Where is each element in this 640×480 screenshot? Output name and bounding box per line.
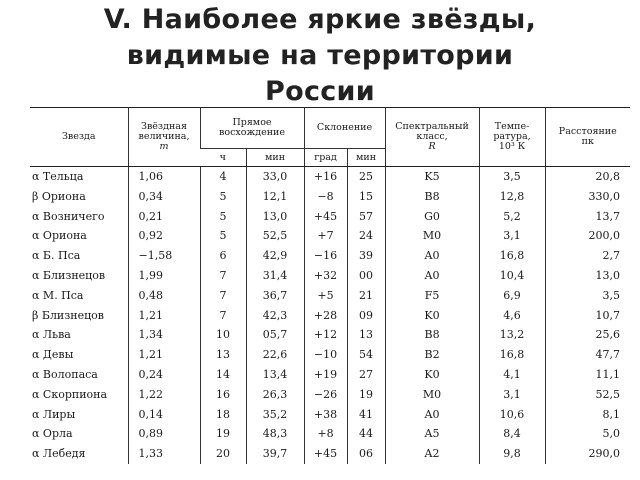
distance-cell: 330,0: [545, 187, 630, 207]
ra-minutes-cell: 13,0: [246, 207, 304, 227]
header-star: Звезда: [30, 108, 128, 167]
ra-minutes-cell: 31,4: [246, 266, 304, 286]
dec-degrees-cell: +7: [304, 226, 347, 246]
magnitude-cell: 1,21: [128, 345, 200, 365]
table-row: [30, 405, 630, 425]
magnitude-cell: 0,24: [128, 365, 200, 385]
distance-cell: 290,0: [545, 444, 630, 464]
ra-minutes-cell: 22,6: [246, 345, 304, 365]
table-row: [30, 246, 630, 266]
magnitude-cell: 1,34: [128, 325, 200, 345]
ra-hours-cell: 10: [200, 325, 246, 345]
ra-hours-cell: 7: [200, 286, 246, 306]
dec-minutes-cell: 25: [347, 167, 385, 187]
distance-cell: 3,5: [545, 286, 630, 306]
ra-minutes-cell: 42,9: [246, 246, 304, 266]
distance-cell: 11,1: [545, 365, 630, 385]
star-name: α Лебедя: [32, 447, 86, 461]
dec-minutes-cell: 57: [347, 207, 385, 227]
title-line-2: видимые на территории: [126, 40, 514, 71]
distance-cell: 200,0: [545, 226, 630, 246]
dec-minutes-cell: 24: [347, 226, 385, 246]
spectral-class-cell: F5: [385, 286, 479, 306]
temperature-cell: 4,1: [479, 365, 545, 385]
temperature-cell: 9,8: [479, 444, 545, 464]
table-row: [30, 167, 630, 187]
dec-minutes-cell: 21: [347, 286, 385, 306]
dec-minutes-cell: 41: [347, 405, 385, 425]
spectral-class-cell: A0: [385, 246, 479, 266]
spectral-class-cell: B2: [385, 345, 479, 365]
dec-degrees-cell: +32: [304, 266, 347, 286]
distance-cell: 8,1: [545, 405, 630, 425]
header-magnitude: Звёздная величина, m: [128, 108, 200, 167]
dec-degrees-cell: +5: [304, 286, 347, 306]
header-distance: Расстояние пк: [545, 108, 630, 167]
ra-hours-cell: 4: [200, 167, 246, 187]
dec-minutes-cell: 54: [347, 345, 385, 365]
star-name: α Волопаса: [32, 367, 98, 381]
temperature-cell: 4,6: [479, 306, 545, 326]
temperature-cell: 8,4: [479, 424, 545, 444]
star-name: α Возничего: [32, 209, 105, 223]
ra-hours-cell: 5: [200, 207, 246, 227]
title-line-3: России: [265, 76, 375, 107]
star-name: α Лиры: [32, 407, 76, 421]
table-row: [30, 207, 630, 227]
magnitude-cell: 0,48: [128, 286, 200, 306]
ra-minutes-cell: 12,1: [246, 187, 304, 207]
dec-minutes-cell: 13: [347, 325, 385, 345]
temperature-cell: 16,8: [479, 246, 545, 266]
temperature-cell: 6,9: [479, 286, 545, 306]
ra-minutes-cell: 52,5: [246, 226, 304, 246]
magnitude-cell: 0,89: [128, 424, 200, 444]
header-spectral: Спектральный класс, R: [385, 108, 479, 167]
star-name: β Ориона: [32, 189, 86, 203]
spectral-class-cell: G0: [385, 207, 479, 227]
star-name: α Тельца: [32, 170, 84, 183]
ra-hours-cell: 18: [200, 405, 246, 425]
temperature-cell: 3,1: [479, 385, 545, 405]
temperature-cell: 13,2: [479, 325, 545, 345]
header-ra-hours: ч: [200, 149, 246, 167]
spectral-class-cell: M0: [385, 385, 479, 405]
star-name: α Орла: [32, 427, 73, 441]
temperature-cell: 3,1: [479, 226, 545, 246]
dec-degrees-cell: −26: [304, 385, 347, 405]
magnitude-cell: −1,58: [128, 246, 200, 266]
magnitude-cell: 0,21: [128, 207, 200, 227]
spectral-class-cell: A0: [385, 405, 479, 425]
star-name: α Скорпиона: [32, 387, 108, 401]
table-row: [30, 365, 630, 385]
magnitude-cell: 1,22: [128, 385, 200, 405]
header-temperature: Темпе-ратура, 10³ К: [479, 108, 545, 167]
distance-cell: 2,7: [545, 246, 630, 266]
temperature-cell: 16,8: [479, 345, 545, 365]
distance-cell: 20,8: [545, 167, 630, 187]
ra-minutes-cell: 48,3: [246, 424, 304, 444]
temperature-cell: 10,4: [479, 266, 545, 286]
star-name: α М. Пса: [32, 288, 84, 302]
dec-degrees-cell: −16: [304, 246, 347, 266]
dec-minutes-cell: 19: [347, 385, 385, 405]
table-row: [30, 385, 630, 405]
ra-hours-cell: 7: [200, 306, 246, 326]
page-title: [0, 2, 640, 110]
star-name: α Льва: [32, 328, 71, 342]
magnitude-cell: 0,34: [128, 187, 200, 207]
dec-minutes-cell: 00: [347, 266, 385, 286]
dec-minutes-cell: 39: [347, 246, 385, 266]
spectral-class-cell: M0: [385, 226, 479, 246]
table-row: [30, 226, 630, 246]
ra-hours-cell: 19: [200, 424, 246, 444]
ra-hours-cell: 7: [200, 266, 246, 286]
temperature-cell: 5,2: [479, 207, 545, 227]
ra-minutes-cell: 42,3: [246, 306, 304, 326]
dec-degrees-cell: +45: [304, 207, 347, 227]
spectral-class-cell: K0: [385, 365, 479, 385]
table-row: [30, 187, 630, 207]
table-row: [30, 325, 630, 345]
table-row: [30, 266, 630, 286]
spectral-class-cell: A5: [385, 424, 479, 444]
distance-cell: 13,0: [545, 266, 630, 286]
distance-cell: 52,5: [545, 385, 630, 405]
spectral-class-cell: B8: [385, 187, 479, 207]
star-name: α Ориона: [32, 229, 87, 243]
dec-minutes-cell: 09: [347, 306, 385, 326]
dec-degrees-cell: +8: [304, 424, 347, 444]
table-header: [30, 108, 630, 167]
table-row: [30, 345, 630, 365]
ra-minutes-cell: 26,3: [246, 385, 304, 405]
dec-degrees-cell: +28: [304, 306, 347, 326]
ra-hours-cell: 13: [200, 345, 246, 365]
ra-hours-cell: 6: [200, 246, 246, 266]
ra-hours-cell: 16: [200, 385, 246, 405]
table-row: [30, 286, 630, 306]
table-row: [30, 306, 630, 326]
dec-degrees-cell: +12: [304, 325, 347, 345]
star-name: α Девы: [32, 348, 74, 362]
dec-degrees-cell: +38: [304, 405, 347, 425]
dec-degrees-cell: +45: [304, 444, 347, 464]
ra-hours-cell: 5: [200, 226, 246, 246]
distance-cell: 13,7: [545, 207, 630, 227]
ra-minutes-cell: 13,4: [246, 365, 304, 385]
magnitude-cell: 0,92: [128, 226, 200, 246]
temperature-cell: 12,8: [479, 187, 545, 207]
spectral-class-cell: K0: [385, 306, 479, 326]
star-name: α Близнецов: [32, 268, 106, 282]
header-ra: Прямое восхождение: [200, 108, 304, 149]
distance-cell: 25,6: [545, 325, 630, 345]
spectral-class-cell: A0: [385, 266, 479, 286]
dec-minutes-cell: 15: [347, 187, 385, 207]
table-row: [30, 424, 630, 444]
header-dec: Склонение: [304, 108, 385, 149]
temperature-cell: 3,5: [479, 167, 545, 187]
dec-degrees-cell: +19: [304, 365, 347, 385]
spectral-class-cell: A2: [385, 444, 479, 464]
spectral-class-cell: K5: [385, 167, 479, 187]
ra-minutes-cell: 33,0: [246, 167, 304, 187]
distance-cell: 5,0: [545, 424, 630, 444]
dec-minutes-cell: 06: [347, 444, 385, 464]
stars-table: [30, 107, 630, 464]
ra-minutes-cell: 36,7: [246, 286, 304, 306]
ra-hours-cell: 14: [200, 365, 246, 385]
table-row: [30, 444, 630, 464]
magnitude-cell: 1,06: [128, 167, 200, 187]
distance-cell: 10,7: [545, 306, 630, 326]
header-ra-minutes: мин: [246, 149, 304, 167]
ra-hours-cell: 5: [200, 187, 246, 207]
magnitude-cell: 0,14: [128, 405, 200, 425]
spectral-class-cell: B8: [385, 325, 479, 345]
temperature-cell: 10,6: [479, 405, 545, 425]
ra-minutes-cell: 35,2: [246, 405, 304, 425]
ra-minutes-cell: 39,7: [246, 444, 304, 464]
star-name: β Близнецов: [32, 308, 104, 322]
ra-hours-cell: 20: [200, 444, 246, 464]
ra-minutes-cell: 05,7: [246, 325, 304, 345]
distance-cell: 47,7: [545, 345, 630, 365]
magnitude-cell: 1,21: [128, 306, 200, 326]
star-name: α Б. Пса: [32, 249, 81, 263]
title-line-1: V. Наиболее яркие звёзды,: [103, 4, 537, 35]
dec-minutes-cell: 44: [347, 424, 385, 444]
magnitude-cell: 1,99: [128, 266, 200, 286]
header-dec-minutes: мин: [347, 149, 385, 167]
dec-degrees-cell: −10: [304, 345, 347, 365]
header-dec-degrees: град: [304, 149, 347, 167]
dec-degrees-cell: −8: [304, 187, 347, 207]
dec-degrees-cell: +16: [304, 167, 347, 187]
table-body: [30, 167, 630, 464]
dec-minutes-cell: 27: [347, 365, 385, 385]
magnitude-cell: 1,33: [128, 444, 200, 464]
